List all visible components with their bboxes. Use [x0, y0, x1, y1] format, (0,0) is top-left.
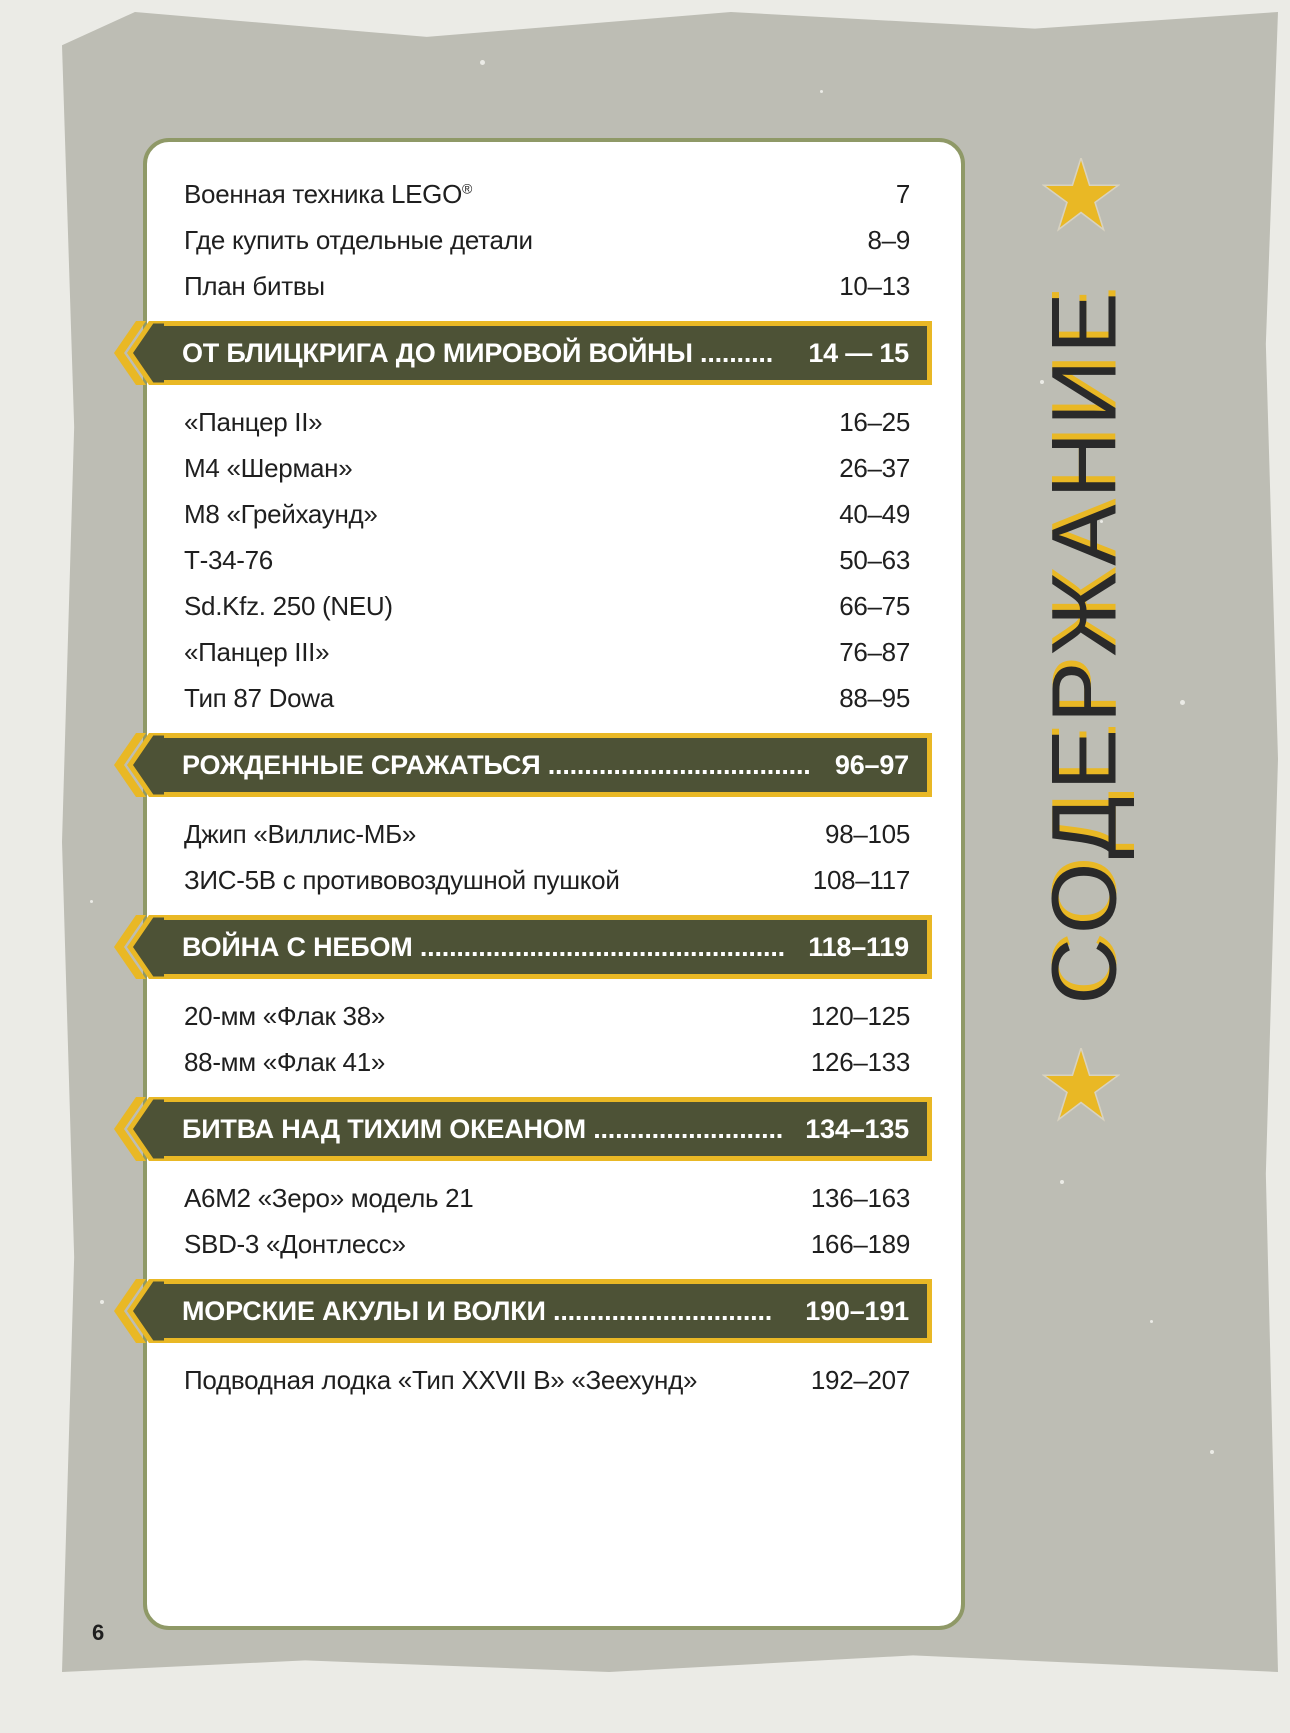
toc-entry-pages: 66–75: [839, 590, 910, 621]
toc-entry-title-text: 88-мм «Флак 41»: [184, 1046, 386, 1077]
section-title: ВОЙНА С НЕБОМ: [182, 931, 413, 962]
toc-entry: [184, 171, 910, 217]
toc-entry: [184, 811, 910, 857]
page-number: 6: [92, 1620, 105, 1645]
section-title: ОТ БЛИЦКРИГА ДО МИРОВОЙ ВОЙНЫ: [182, 337, 693, 368]
toc-entry-title-text: Т-34-76: [184, 544, 273, 575]
toc-entry: [184, 217, 910, 263]
section-title: МОРСКИЕ АКУЛЫ И ВОЛКИ: [182, 1295, 546, 1326]
section-header-label: [182, 1296, 909, 1327]
background-speck: [1210, 1450, 1214, 1454]
toc-entry: [184, 537, 910, 583]
toc-entry-title: [184, 865, 620, 896]
toc-entry-title: [184, 819, 416, 850]
chevron-icon: [112, 733, 170, 797]
toc-entry: [184, 857, 910, 903]
toc-entry-title-text: «Панцер III»: [184, 636, 330, 667]
toc-entry-title: [184, 179, 472, 210]
section-pages: 190–191: [805, 1295, 909, 1326]
toc-entry-pages: 108–117: [812, 864, 910, 895]
toc-entry-title-text: SBD-3 «Донтлесс»: [184, 1228, 406, 1259]
section-pages: 118–119: [808, 931, 909, 962]
toc-entry: [184, 399, 910, 445]
toc-entry-title-text: A6M2 «Зеро» модель 21: [184, 1182, 474, 1213]
background-speck: [90, 900, 93, 903]
toc-entry: [184, 1221, 910, 1267]
toc-entry: [184, 675, 910, 721]
toc-entry-title-text: ЗИС-5В с противовоздушной пушкой: [184, 864, 620, 895]
section-title-group: [182, 932, 785, 963]
section-leader-dots: ..............................: [553, 1295, 773, 1326]
toc-entry-title: [184, 1047, 385, 1078]
toc-entry-title: [184, 683, 334, 714]
toc-entry-title: [184, 1001, 385, 1032]
section-title-group: [182, 1296, 772, 1327]
section-header-label: [182, 1114, 909, 1145]
star-icon: [1042, 1048, 1120, 1122]
section-header: [164, 1097, 932, 1161]
toc-entry-title: [184, 545, 273, 576]
toc-entry-pages: 10–13: [839, 270, 910, 301]
section-header: [164, 1279, 932, 1343]
toc-entry: [184, 1357, 910, 1403]
section-title: БИТВА НАД ТИХИМ ОКЕАНОМ: [182, 1113, 586, 1144]
toc-entry-pages: 7: [895, 178, 910, 209]
toc-entry-title-text: «Панцер II»: [184, 406, 323, 437]
section-title: РОЖДЕННЫЕ СРАЖАТЬСЯ: [182, 749, 541, 780]
toc-entry-pages: 136–163: [810, 1182, 910, 1213]
toc-entry-title: [184, 1229, 406, 1260]
toc-entry-title: [184, 453, 352, 484]
section-header: [164, 915, 932, 979]
toc-entry: [184, 1175, 910, 1221]
chevron-icon: [112, 915, 170, 979]
section-pages: 134–135: [805, 1113, 909, 1144]
background-speck: [1150, 1320, 1153, 1323]
section-title-group: [182, 338, 773, 369]
background-speck: [100, 1300, 104, 1304]
chevron-icon: [112, 1279, 170, 1343]
section-leader-dots: ..........: [700, 337, 774, 368]
toc-entry-pages: 50–63: [839, 544, 910, 575]
section-pages: 14 — 15: [808, 337, 909, 368]
toc-entry-title-text: Подводная лодка «Тип XXVII B» «Зеехунд»: [184, 1364, 698, 1395]
section-title-group: [182, 1114, 783, 1145]
toc-entry-pages: 16–25: [839, 406, 910, 437]
section-header: [164, 321, 932, 385]
toc-entry-title-text: Военная техника LEGO: [184, 178, 463, 209]
toc-entry: [184, 629, 910, 675]
toc-entry-pages: 120–125: [810, 1000, 910, 1031]
chevron-icon: [112, 321, 170, 385]
background-speck: [820, 90, 823, 93]
toc-entry: [184, 491, 910, 537]
toc-entry-title-text: M4 «Шерман»: [184, 452, 353, 483]
background-speck: [480, 60, 485, 65]
toc-entry-pages: 98–105: [825, 818, 910, 849]
section-leader-dots: ..........................: [593, 1113, 784, 1144]
background-speck: [1060, 1180, 1064, 1184]
section-pages: 96–97: [834, 749, 909, 780]
toc-entry-pages: 26–37: [839, 452, 910, 483]
toc-entry-title-text: Джип «Виллис-МБ»: [184, 818, 417, 849]
section-header-label: [182, 932, 909, 963]
toc-entry-pages: 40–49: [839, 498, 910, 529]
section-title-group: [182, 750, 811, 781]
section-header: [164, 733, 932, 797]
background-speck: [1180, 700, 1185, 705]
toc-entry-title: [184, 225, 533, 256]
toc-entry-pages: 192–207: [810, 1364, 910, 1395]
toc-entry-title-text: План битвы: [184, 270, 325, 301]
toc-entry-pages: 76–87: [839, 636, 910, 667]
star-icon: [1042, 158, 1120, 232]
registered-mark: ®: [462, 179, 473, 196]
vertical-heading: [1030, 255, 1140, 1035]
toc-entry-pages: 126–133: [810, 1046, 910, 1077]
toc-entry-title-text: Sd.Kfz. 250 (NEU): [184, 590, 393, 621]
toc-entry-title: [184, 591, 393, 622]
section-header-label: [182, 750, 909, 781]
toc-entry: [184, 993, 910, 1039]
section-header-label: [182, 338, 909, 369]
toc-entry-title-text: Тип 87 Dowa: [184, 682, 334, 713]
toc-entry-title: [184, 637, 329, 668]
toc-entry-title: [184, 1183, 473, 1214]
toc-entry-title: [184, 1365, 697, 1396]
toc-entry-pages: 88–95: [839, 682, 910, 713]
section-leader-dots: ....................................: [547, 749, 811, 780]
section-leader-dots: ..................................................: [419, 931, 785, 962]
toc-entry-title: [184, 271, 325, 302]
toc-entry-pages: 8–9: [867, 224, 910, 255]
toc-entry: [184, 583, 910, 629]
toc-entry-title-text: 20-мм «Флак 38»: [184, 1000, 386, 1031]
toc-entry: [184, 1039, 910, 1085]
toc-entry: [184, 263, 910, 309]
chevron-icon: [112, 1097, 170, 1161]
toc-entry-title: [184, 499, 378, 530]
heading-text: СОДЕРЖАНИЕ: [1033, 285, 1136, 1005]
toc-entry-title-text: M8 «Грейхаунд»: [184, 498, 378, 529]
toc-entry: [184, 445, 910, 491]
toc-entry-title-text: Где купить отдельные детали: [184, 224, 533, 255]
toc-entry-title: [184, 407, 322, 438]
toc-entry-pages: 166–189: [810, 1228, 910, 1259]
